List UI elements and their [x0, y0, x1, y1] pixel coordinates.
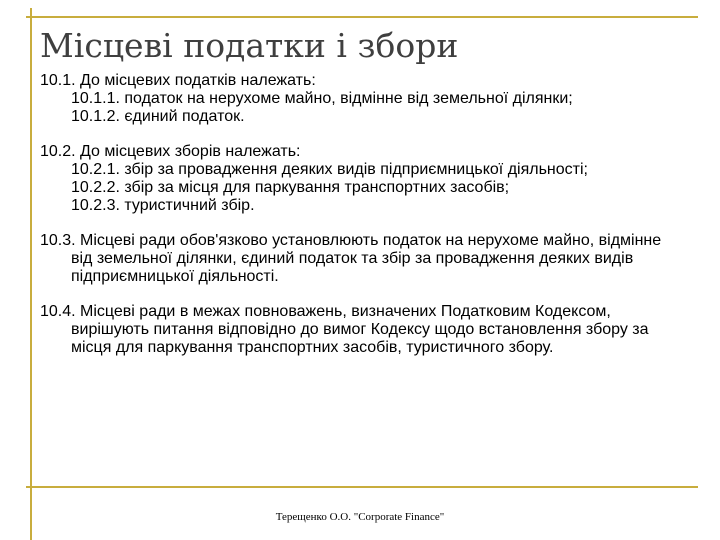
item-10-2-2: 10.2.2. збір за місця для паркування транспортних засобів;	[71, 179, 510, 196]
section-10-2	[40, 143, 670, 215]
item-10-2-3: 10.2.3. туристичний збір.	[71, 197, 255, 214]
top-divider	[26, 16, 698, 18]
item-10-1-1: 10.1.1. податок на нерухоме майно, відмінне від земельної ділянки;	[71, 90, 573, 107]
section-10-1-heading: 10.1. До місцевих податків належать:	[40, 72, 316, 89]
slide-footer: Терещенко О.О. "Corporate Finance"	[275, 511, 445, 523]
left-divider	[30, 8, 32, 540]
item-10-1-2: 10.1.2. єдиний податок.	[71, 108, 245, 125]
section-10-2-heading: 10.2. До місцевих зборів належать:	[40, 143, 301, 160]
section-10-1	[40, 72, 670, 126]
item-10-2-1: 10.2.1. збір за провадження деяких видів підприємницької діяльності;	[71, 161, 588, 178]
section-10-3: 10.3. Місцеві ради обов'язково установлюють податок на нерухоме майно, відмінне від земельної ділянки, єдиний податок та збір за провадження деяких видів підприємницької діяльності.	[40, 232, 662, 285]
section-10-4: 10.4. Місцеві ради в межах повноважень, визначених Податковим Кодексом, вирішують питання відповідно до вимог Кодексу щодо встановлення збору за місця для паркування транспортних засобів, туристичного збору.	[40, 303, 649, 356]
slide-body	[40, 72, 670, 374]
bottom-divider	[26, 486, 698, 488]
slide-title: Місцеві податки і збори	[40, 26, 459, 65]
